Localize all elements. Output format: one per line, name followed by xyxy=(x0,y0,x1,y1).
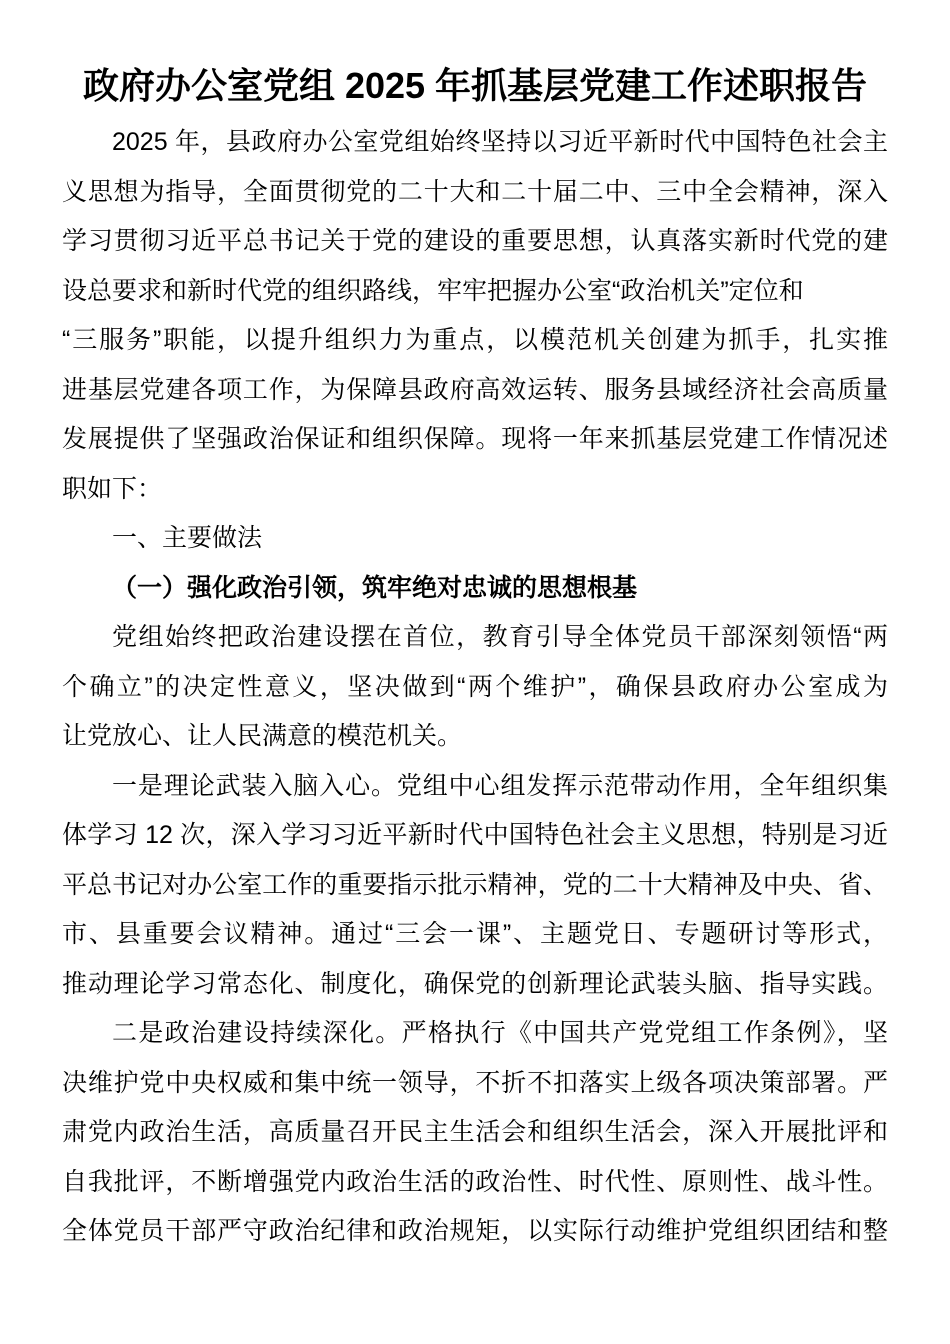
text-line: 义思想为指导，全面贯彻党的二十大和二十届二中、三中全会精神，深入 xyxy=(62,177,888,206)
text-line: 让党放心、让人民满意的模范机关。 xyxy=(62,722,463,750)
text-line: 自我批评，不断增强党内政治生活的政治性、时代性、原则性、战斗性。 xyxy=(62,1167,888,1196)
text-line: 2025 年，县政府办公室党组始终坚持以习近平新时代中国特色社会主 xyxy=(112,128,888,156)
text-line: 决维护党中央权威和集中统一领导，不折不扣落实上级各项决策部署。严 xyxy=(62,1068,888,1097)
text-line: 党组始终把政治建设摆在首位，教育引导全体党员干部深刻领悟“两 xyxy=(112,623,888,651)
text-line: 体学习 12 次，深入学习习近平新时代中国特色社会主义思想，特别是习近 xyxy=(62,821,888,849)
text-line: 平总书记对办公室工作的重要指示批示精神，党的二十大精神及中央、省、 xyxy=(62,870,888,899)
text-line: 设总要求和新时代党的组织路线，牢牢把握办公室“政治机关”定位和 xyxy=(62,276,804,305)
text-line: 发展提供了坚强政治保证和组织保障。现将一年来抓基层党建工作情况述 xyxy=(62,425,888,453)
document-body xyxy=(62,118,888,1257)
text-line: 全体党员干部严守政治纪律和政治规矩，以实际行动维护党组织团结和整 xyxy=(62,1217,888,1245)
text-line: 职如下： xyxy=(62,474,163,503)
text-line: 一是理论武装入脑入心。党组中心组发挥示范带动作用，全年组织集 xyxy=(112,771,888,800)
text-line: 二是政治建设持续深化。严格执行《中国共产党党组工作条例》，坚 xyxy=(112,1019,888,1047)
text-line: 学习贯彻习近平总书记关于党的建设的重要思想，认真落实新时代党的建 xyxy=(62,227,888,255)
heading-line: （一）强化政治引领，筑牢绝对忠诚的思想根基 xyxy=(112,573,638,602)
text-line: 推动理论学习常态化、制度化，确保党的创新理论武装头脑、指导实践。 xyxy=(62,969,888,998)
text-line: 进基层党建各项工作，为保障县政府高效运转、服务县域经济社会高质量 xyxy=(62,375,888,404)
document-title: 政府办公室党组 2025 年抓基层党建工作述职报告 xyxy=(82,65,868,106)
text-line: 肃党内政治生活，高质量召开民主生活会和组织生活会，深入开展批评和 xyxy=(62,1118,888,1146)
heading-line: 一、主要做法 xyxy=(112,524,263,552)
text-line: 市、县重要会议精神。通过“三会一课”、主题党日、专题研讨等形式， xyxy=(62,920,888,948)
text-line: “三服务”职能，以提升组织力为重点，以模范机关创建为抓手，扎实推 xyxy=(62,326,888,354)
text-line: 个确立”的决定性意义，坚决做到“两个维护”，确保县政府办公室成为 xyxy=(62,672,888,701)
